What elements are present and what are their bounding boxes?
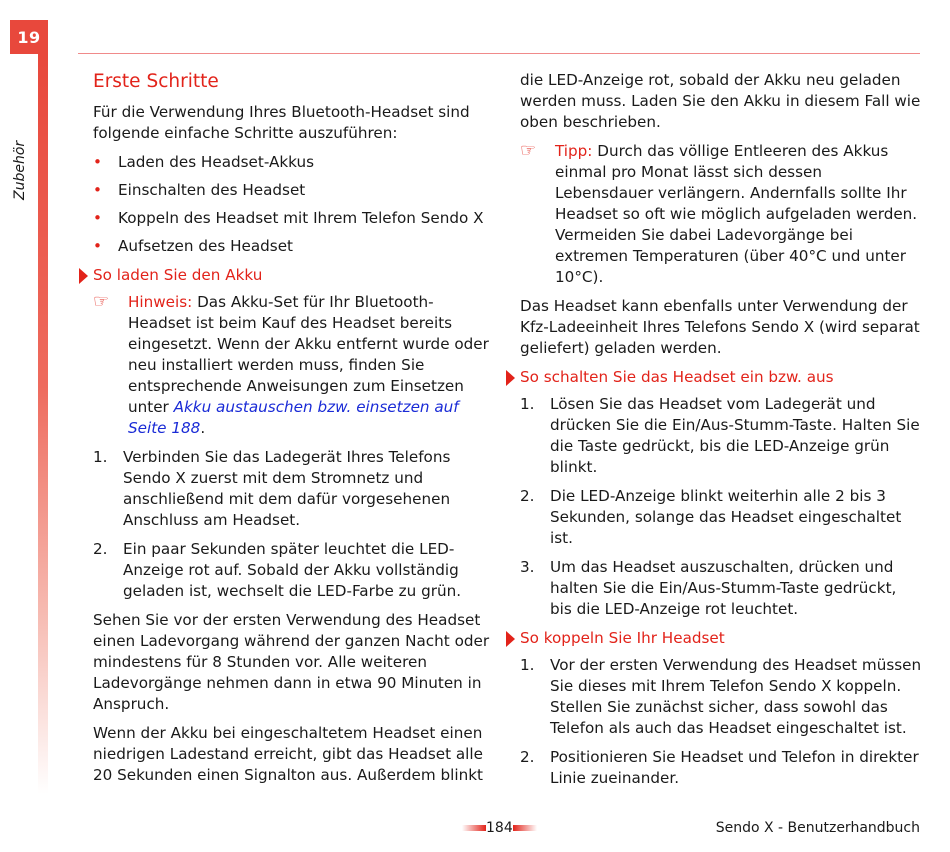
header-rule [78, 53, 920, 54]
step-item: 2. Die LED-Anzeige blinkt weiterhin alle 2 bis 3 Sekunden, solange das Headset eingeschaltet ist. [520, 487, 902, 547]
page-number-decoration-right [513, 825, 537, 831]
step-item: 1. Vor der ersten Verwendung des Headset müssen Sie dieses mit Ihrem Telefon Sendo X koppeln. Stellen Sie zunächst sicher, dass sowohl das Telefon als auch das Headset eingeschaltet ist. [520, 656, 922, 737]
paragraph: Sehen Sie vor der ersten Verwendung des Headset einen Ladevorgang während der ganzen Nacht oder mindestens für 8 Stunden vor. Alle weiteren Ladevorgänge nehmen dann in etwa 90 Minuten in Anspruch. [93, 611, 490, 713]
cross-reference-link[interactable]: Akku austauschen bzw. einsetzen auf Seite 188 [128, 398, 459, 437]
pair-steps [520, 655, 922, 789]
note-text: Das Akku-Set für Ihr Bluetooth-Headset ist beim Kauf des Headset bereits eingesetzt. Wenn der Akku entfernt wurde oder neu installiert werden muss, finden Sie entsprechende Anweisungen zum Einsetzen unter [128, 293, 489, 416]
bullet-icon: • [93, 153, 102, 171]
book-title: Sendo X - Benutzerhandbuch [715, 820, 920, 836]
page-number: 184 [462, 820, 537, 836]
list-item: • Laden des Headset-Akkus [93, 153, 315, 171]
list-item: • Koppeln des Headset mit Ihrem Telefon Sendo X [93, 209, 484, 227]
steps-bullet-list [93, 152, 495, 257]
triangle-arrow-icon [79, 268, 88, 284]
triangle-arrow-icon [506, 370, 515, 386]
chapter-label: Zubehör [12, 140, 28, 200]
tip-label: Tipp: [555, 142, 593, 160]
triangle-arrow-icon [506, 631, 515, 647]
charge-steps [93, 447, 495, 602]
note-label: Hinweis: [128, 293, 193, 311]
list-item: • Einschalten des Headset [93, 181, 306, 199]
step-item: 1. Verbinden Sie das Ladegerät Ihres Telefons Sendo X zuerst mit dem Stromnetz und anschließend mit dem dafür vorgesehenen Anschluss am Headset. [93, 448, 451, 529]
step-item: 3. Um das Headset auszuschalten, drücken und halten Sie die Ein/Aus-Stumm-Taste gedrückt, bis die LED-Anzeige rot leuchtet. [520, 558, 897, 618]
section-heading: Erste Schritte [93, 71, 219, 92]
subsection-heading-power: So schalten Sie das Headset ein bzw. aus [506, 367, 922, 388]
paragraph: die LED-Anzeige rot, sobald der Akku neu geladen werden muss. Laden Sie den Akku in diesem Fall wie oben beschrieben. [520, 71, 921, 131]
paragraph: Das Headset kann ebenfalls unter Verwendung der Kfz-Ladeeinheit Ihres Telefons Sendo X (wird separat geliefert) geladen werden. [520, 297, 920, 357]
step-item: 2. Positionieren Sie Headset und Telefon in direkter Linie zueinander. [520, 748, 919, 787]
left-column [93, 70, 495, 794]
list-item: • Aufsetzen des Headset [93, 237, 293, 255]
page-number-decoration-left [462, 825, 486, 831]
note-box: ☞ Hinweis: Das Akku-Set für Ihr Bluetooth-Headset ist beim Kauf des Headset bereits eingesetzt. Wenn der Akku entfernt wurde oder neu installiert werden muss, finden Sie entsprechende Anweisungen zum Einsetzen unter Akku austauschen bzw. einsetzen auf Seite 188. [93, 291, 489, 437]
bullet-icon: • [93, 181, 102, 199]
subsection-heading-charge: So laden Sie den Akku [79, 265, 495, 286]
pointing-hand-icon: ☞ [93, 291, 110, 312]
bullet-icon: • [93, 209, 102, 227]
tip-box [520, 141, 922, 288]
chapter-number-tab [10, 20, 48, 54]
tip-text: Durch das völlige Entleeren des Akkus einmal pro Monat lässt sich dessen Lebensdauer verlängern. Andernfalls sollte Ihr Headset so oft wie möglich aufgeladen werden. Vermeiden Sie dabei Ladevorgänge bei extremen Temperaturen (über 40°C und unter 10°C). [555, 142, 918, 286]
subsection-heading-pair: So koppeln Sie Ihr Headset [506, 628, 922, 649]
chapter-number: 19 [17, 27, 41, 47]
right-column [520, 70, 922, 797]
pointing-hand-icon: ☞ [520, 140, 537, 161]
intro-paragraph: Für die Verwendung Ihres Bluetooth-Headset sind folgende einfache Schritte auszuführen: [93, 103, 470, 142]
step-item: 1. Lösen Sie das Headset vom Ladegerät und drücken Sie die Ein/Aus-Stumm-Taste. Halten Sie die Taste gedrückt, bis die LED-Anzeige grün blinkt. [520, 395, 920, 476]
bullet-icon: • [93, 237, 102, 255]
paragraph: Wenn der Akku bei eingeschaltetem Headset einen niedrigen Ladestand erreicht, gibt das Headset alle 20 Sekunden einen Signalton aus. Außerdem blinkt [93, 724, 483, 784]
step-item: 2. Ein paar Sekunden später leuchtet die LED-Anzeige rot auf. Sobald der Akku vollständig geladen ist, wechselt die LED-Farbe zu grün. [93, 540, 462, 600]
chapter-side-bar [38, 54, 48, 794]
power-steps [520, 394, 922, 620]
